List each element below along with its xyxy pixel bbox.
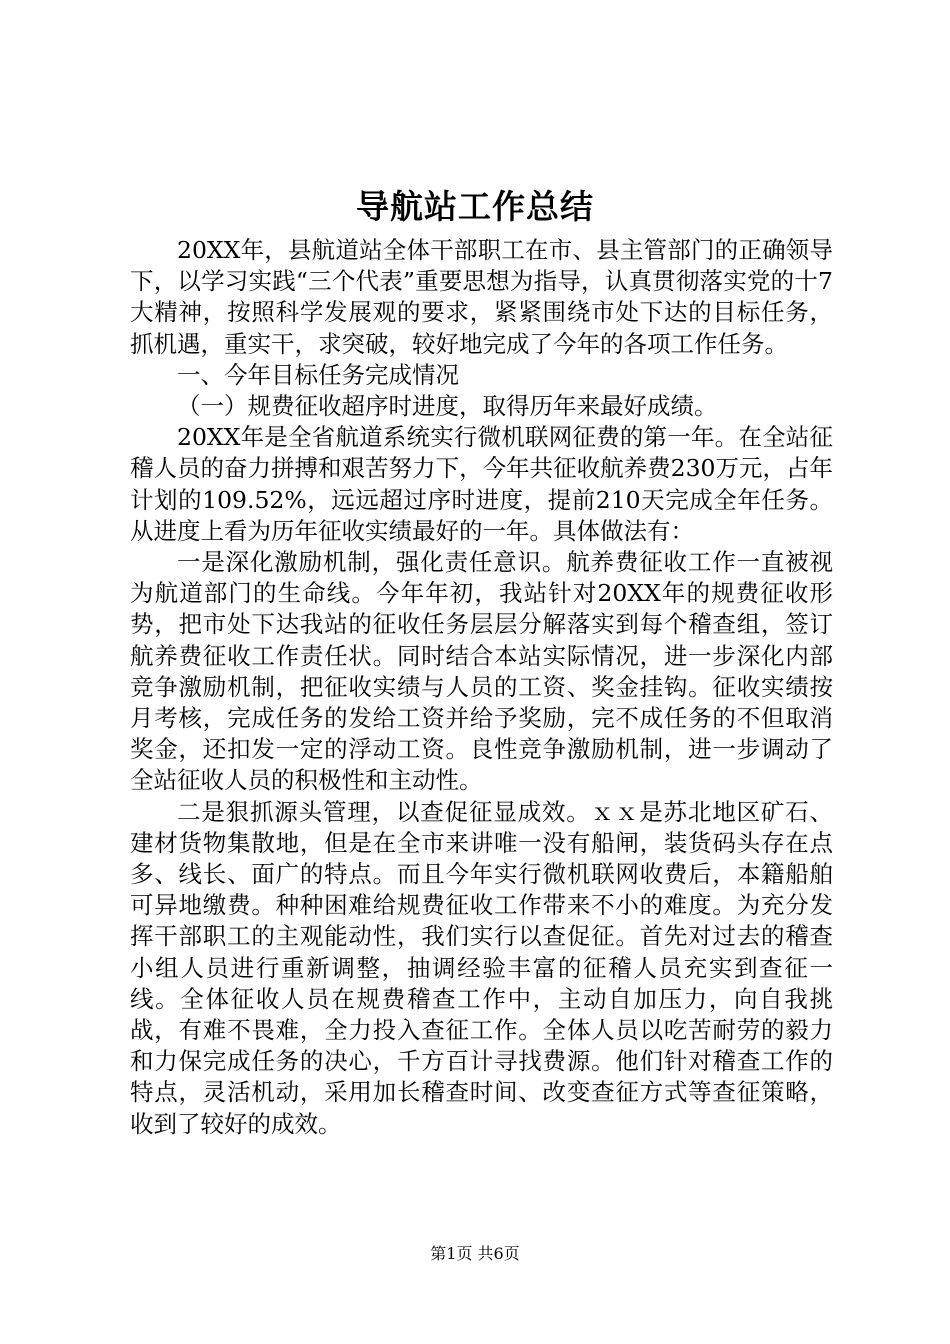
document-title: 导航站工作总结 bbox=[356, 187, 594, 226]
section-heading-1: 一、今年目标任务完成情况 bbox=[177, 360, 459, 389]
paragraph-intro: 20XX年，县航道站全体干部职工在市、县主管部门的正确领导下，以学习实践“三个代表”重要思想为指导，认真贯彻落实党的十7大精神，按照科学发展观的要求，紧紧围绕市处下达的目标任务，抓机遇，重实干，求突破，较好地完成了今年的各项工作任务。 bbox=[130, 236, 833, 358]
paragraph-fee-collection: 20XX年是全省航道系统实行微机联网征费的第一年。在全站征稽人员的奋力拼搏和艰苦努力下，今年共征收航养费230万元，占年计划的109.52%，远远超过序时进度，提前210天完成全年任务。从进度上看为历年征收实绩最好的一年。具体做法有： bbox=[130, 423, 833, 545]
paragraph-source-management: 二是狠抓源头管理，以查促征显成效。ｘｘ是苏北地区矿石、建材货物集散地，但是在全市来讲唯一没有船闸，装货码头存在点多、线长、面广的特点。而且今年实行微机联网收费后，本籍船舶可异地缴费。种种困难给规费征收工作带来不小的难度。为充分发挥干部职工的主观能动性，我们实行以查促征。首先对过去的稽查小组人员进行重新调整，抽调经验丰富的征稽人员充实到查征一线。全体征收人员在规费稽查工作中，主动自加压力，向自我挑战，有难不畏难，全力投入查征工作。全体人员以吃苦耐劳的毅力和力保完成任务的决心，千方百计寻找费源。他们针对稽查工作的特点，灵活机动，采用加长稽查时间、改变查征方式等查征策略，收到了较好的成效。 bbox=[130, 797, 833, 1138]
subsection-heading-1: （一）规费征收超序时进度，取得历年来最好成绩。 bbox=[177, 392, 718, 421]
page-number-footer: 第1页 共6页 bbox=[430, 1244, 520, 1263]
paragraph-incentive-mechanism: 一是深化激励机制，强化责任意识。航养费征收工作一直被视为航道部门的生命线。今年年初，我站针对20XX年的规费征收形势，把市处下达我站的征收任务层层分解落实到每个稽查组，签订航养费征收工作责任状。同时结合本站实际情况，进一步深化内部竞争激励机制，把征收实绩与人员的工资、奖金挂钩。征收实绩按月考核，完成任务的发给工资并给予奖励，完不成任务的不但取消奖金，还扣发一定的浮动工资。良性竞争激励机制，进一步调动了全站征收人员的积极性和主动性。 bbox=[130, 548, 833, 795]
document-body bbox=[130, 235, 833, 1140]
